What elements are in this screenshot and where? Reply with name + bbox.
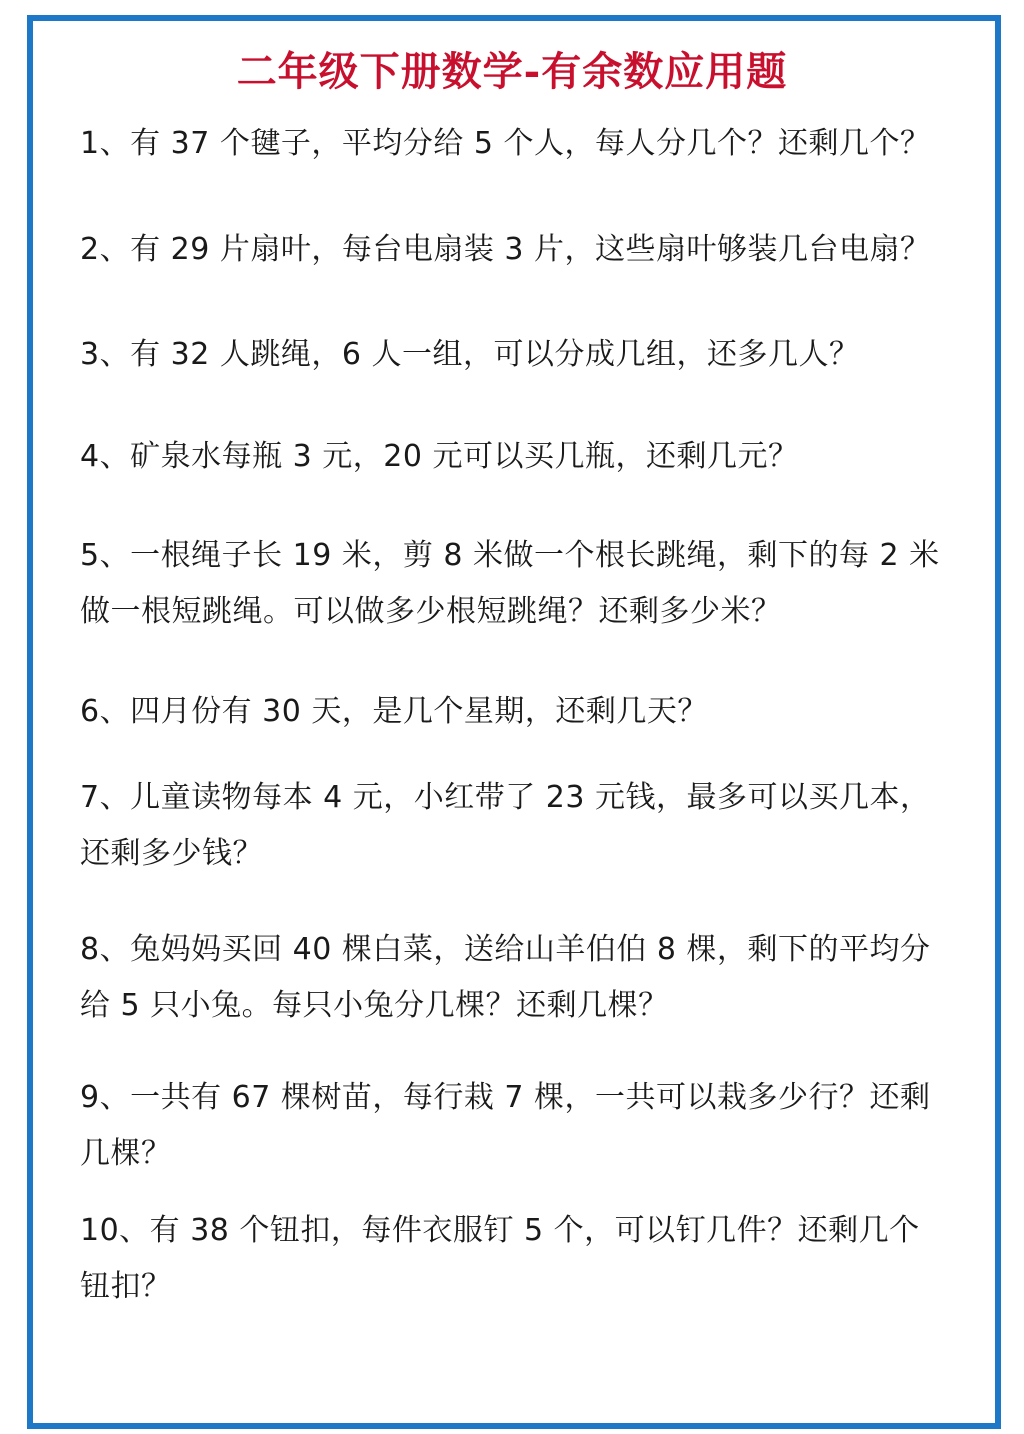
question-2: 2、有 29 片扇叶，每台电扇装 3 片，这些扇叶够装几台电扇？ <box>80 232 931 267</box>
page-title: 二年级下册数学-有余数应用题 <box>236 48 788 95</box>
question-8: 8、兔妈妈买回 40 棵白菜，送给山羊伯伯 8 棵，剩下的平均分给 5 只小兔。每只小兔分几棵？还剩几棵？ <box>80 932 931 1023</box>
question-5: 5、一根绳子长 19 米，剪 8 米做一个根长跳绳，剩下的每 2 米做一根短跳绳。可以做多少根短跳绳？还剩多少米？ <box>80 538 940 629</box>
question-10: 10、有 38 个钮扣，每件衣服钉 5 个，可以钉几件？还剩几个钮扣？ <box>80 1213 920 1304</box>
question-9: 9、一共有 67 棵树苗，每行栽 7 棵，一共可以栽多少行？还剩几棵？ <box>80 1080 931 1171</box>
question-7: 7、儿童读物每本 4 元，小红带了 23 元钱，最多可以买几本，还剩多少钱？ <box>80 780 931 871</box>
question-3: 3、有 32 人跳绳，6 人一组，可以分成几组，还多几人？ <box>80 337 860 372</box>
question-4: 4、矿泉水每瓶 3 元，20 元可以买几瓶，还剩几元？ <box>80 439 799 474</box>
question-6: 6、四月份有 30 天，是几个星期，还剩几天？ <box>80 694 708 729</box>
question-1: 1、有 37 个毽子，平均分给 5 个人，每人分几个？还剩几个？ <box>80 126 931 161</box>
